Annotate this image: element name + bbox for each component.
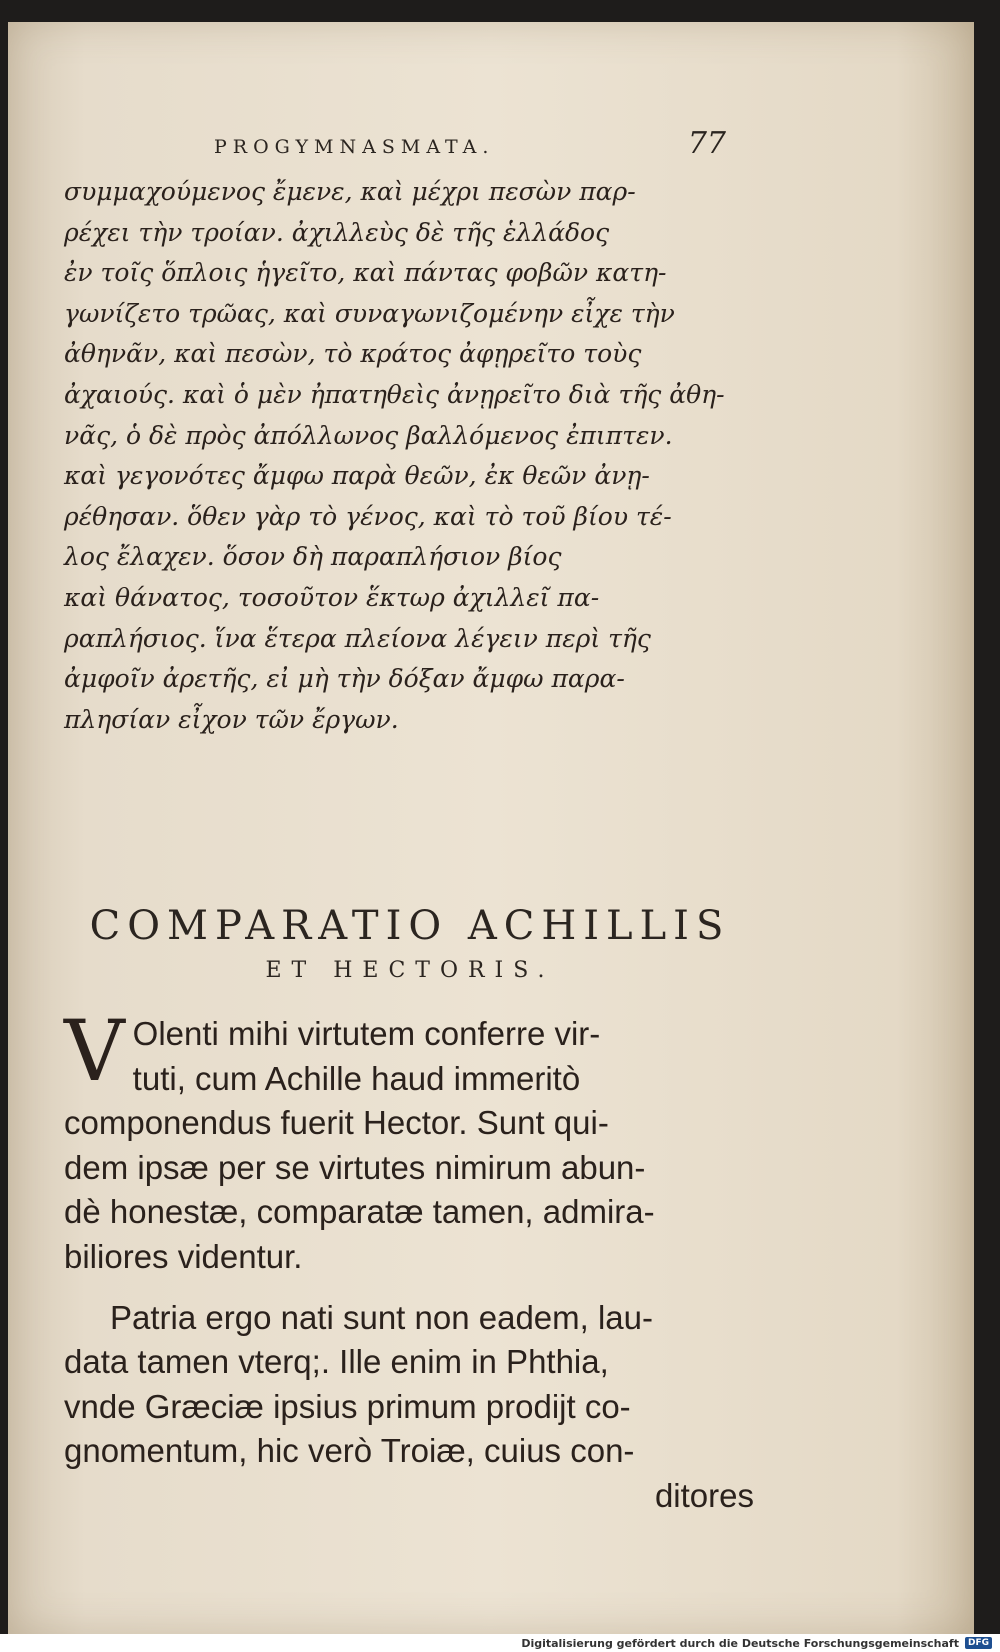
greek-line: καὶ θάνατος, τοσοῦτον ἕκτωρ ἀχιλλεῖ πα- xyxy=(64,582,600,612)
greek-line: συμμαχούμενος ἔμενε, καὶ μέχρι πεσὼν παρ- xyxy=(64,177,636,206)
section-heading-line1: COMPARATIO ACHILLIS xyxy=(89,903,731,949)
text-line: Olenti mihi virtutem conferre vir- xyxy=(132,1015,601,1052)
text-line: Patria ergo nati sunt non eadem, lau- xyxy=(110,1298,654,1336)
text-line: dè honestæ, comparatæ tamen, admira- xyxy=(64,1193,655,1231)
book-page xyxy=(8,22,974,1634)
dfg-logo: DFG xyxy=(965,1637,992,1649)
greek-line: ἐν τοῖς ὅπλοις ἡγεῖτο, καὶ πάντας φοβῶν κατη- xyxy=(64,258,667,288)
text-line: tuti, cum Achille haud immeritò xyxy=(132,1059,581,1097)
page-number: 77 xyxy=(687,126,726,161)
section-heading xyxy=(60,902,760,986)
greek-line: νᾶς, ὁ δὲ πρὸς ἀπόλλωνος βαλλόμενος ἐπιπτεν. xyxy=(64,420,673,450)
page-header xyxy=(214,126,726,161)
paragraph-1 xyxy=(64,1002,754,1280)
text-line: data tamen vterq;. Ille enim in Phthia, xyxy=(64,1343,609,1381)
greek-line: ραπλήσιος. ἵνα ἕτερα πλείονα λέγειν περὶ τῆς xyxy=(64,623,651,653)
drop-cap: V xyxy=(64,1002,125,1100)
running-title: PROGYMNASMATA. xyxy=(214,136,495,158)
funding-credit: Digitalisierung gefördert durch die Deutsche Forschungsgemeinschaft xyxy=(521,1636,959,1650)
greek-line: ρέθησαν. ὅθεν γὰρ τὸ γένος, καὶ τὸ τοῦ βίου τέ- xyxy=(64,501,672,531)
greek-line: ἀμφοῖν ἀρετῆς, εἰ μὴ τὴν δόξαν ἄμφω παρα- xyxy=(64,664,625,694)
footer-credit-bar xyxy=(0,1634,1000,1652)
text-line: dem ipsæ per se virtutes nimirum abun- xyxy=(64,1148,646,1186)
text-line: gnomentum, hic verò Troiæ, cuius con- xyxy=(64,1432,635,1470)
text-line: biliores videntur. xyxy=(64,1237,303,1275)
greek-line: γωνίζετο τρῶας, καὶ συναγωνιζομένην εἶχε τὴν xyxy=(64,298,675,328)
text-line: componendus fuerit Hector. Sunt qui- xyxy=(64,1104,609,1142)
greek-line: λος ἔλαχεν. ὅσον δὴ παραπλήσιον βίος xyxy=(64,542,562,572)
greek-line: καὶ γεγονότες ἄμφω παρὰ θεῶν, ἐκ θεῶν ἀνῃ- xyxy=(64,461,650,491)
paragraph-2 xyxy=(64,1296,754,1519)
greek-line: ἀχαιούς. καὶ ὁ μὲν ἠπατηθεὶς ἀνῃρεῖτο διὰ τῆς ἀθη- xyxy=(64,379,725,409)
catchword: ditores xyxy=(654,1476,754,1514)
greek-text-block xyxy=(64,172,754,740)
greek-line: πλησίαν εἶχον τῶν ἔργων. xyxy=(64,704,399,734)
greek-line: ἀθηνᾶν, καὶ πεσὼν, τὸ κράτος ἀφῃρεῖτο τοὺς xyxy=(64,339,642,369)
latin-text-block xyxy=(64,1002,754,1519)
text-line: vnde Græciæ ipsius primum prodijt co- xyxy=(64,1387,631,1425)
greek-line: ρέχει τὴν τροίαν. ἀχιλλεὺς δὲ τῆς ἑλλάδος xyxy=(64,217,610,247)
section-heading-line2: ET HECTORIS. xyxy=(265,958,555,983)
